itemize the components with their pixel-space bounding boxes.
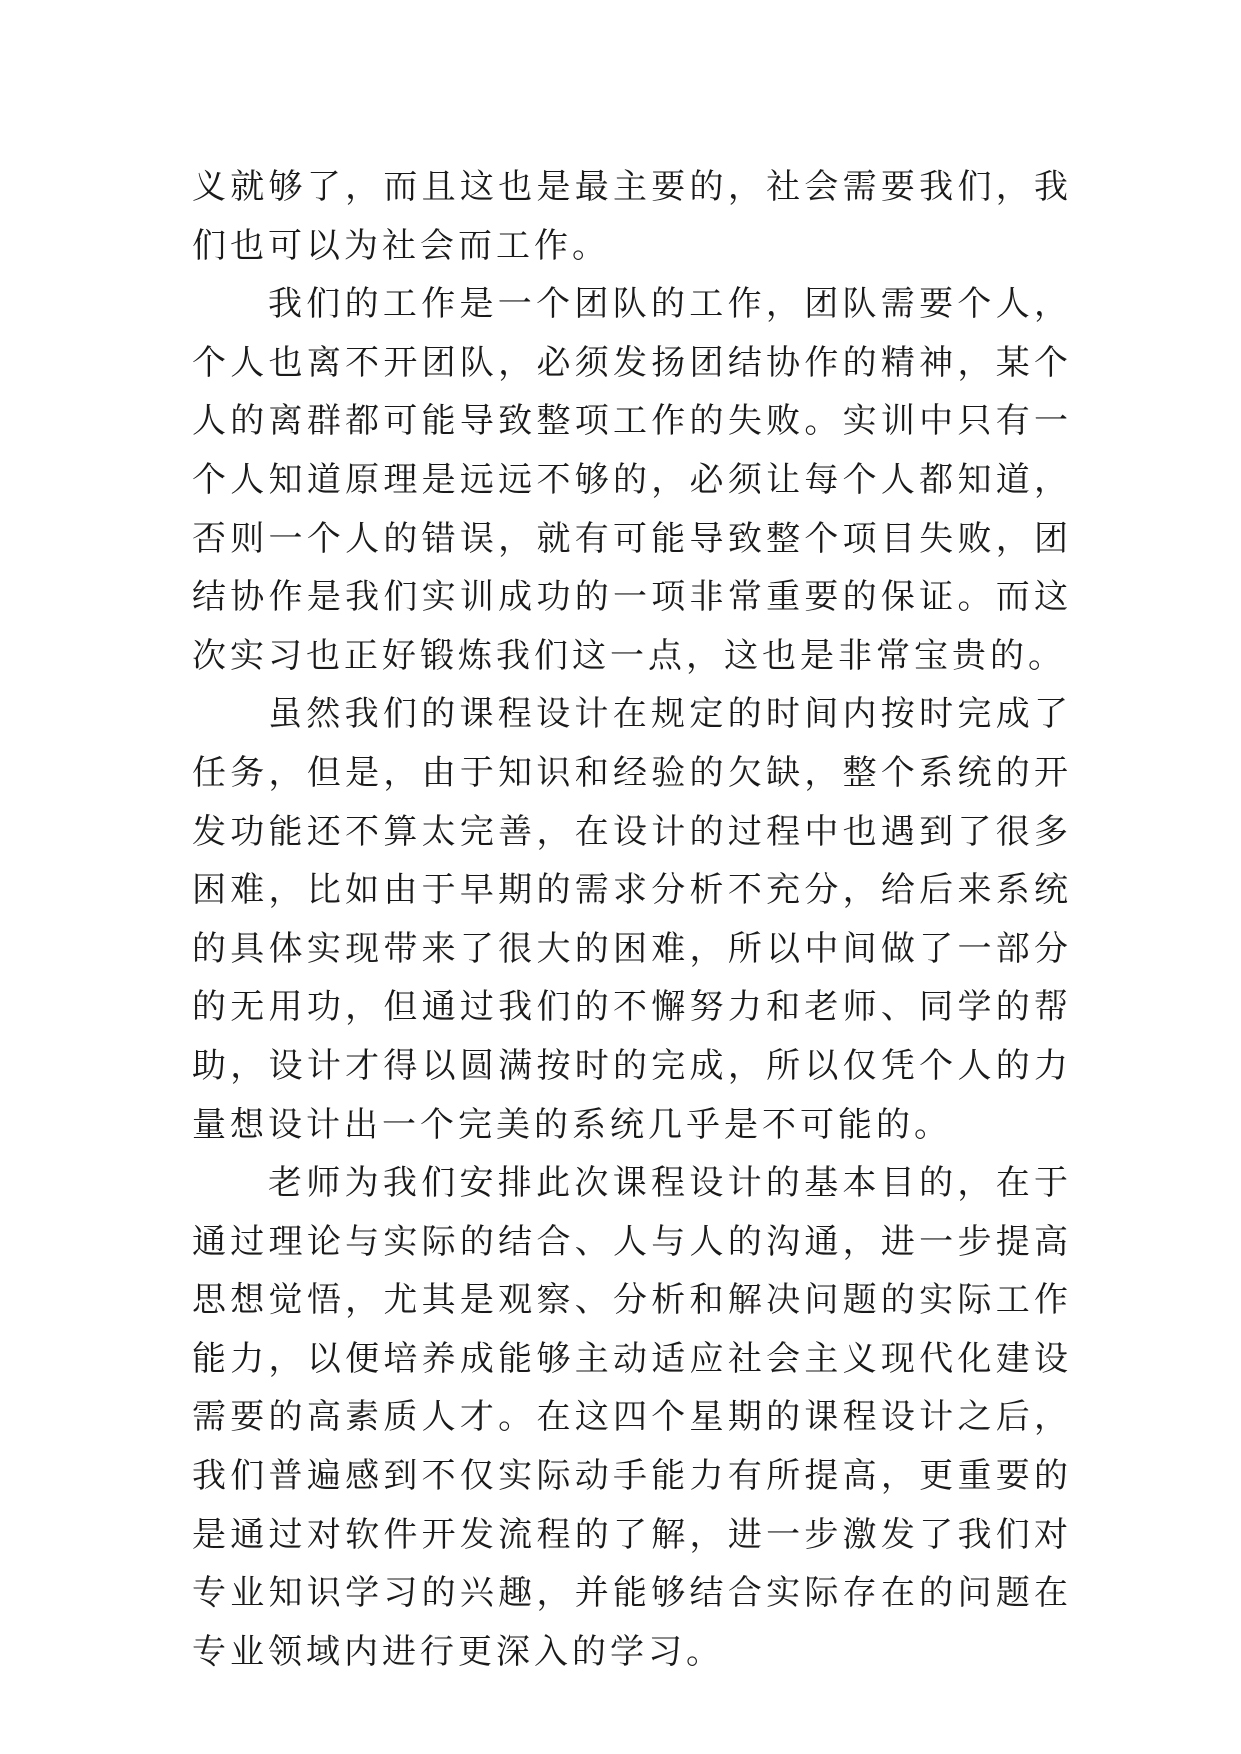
body-text [192, 158, 1072, 1681]
paragraph-course-design: 虽然我们的课程设计在规定的时间内按时完成了任务，但是，由于知识和经验的欠缺，整个系统的开发功能还不算太完善，在设计的过程中也遇到了很多困难，比如由于早期的需求分析不充分，给后来系统的具体实现带来了很大的困难，所以中间做了一部分的无用功，但通过我们的不懈努力和老师、同学的帮助，设计才得以圆满按时的完成，所以仅凭个人的力量想设计出一个完美的系统几乎是不可能的。 [192, 694, 1072, 1145]
paragraph-purpose: 老师为我们安排此次课程设计的基本目的，在于通过理论与实际的结合、人与人的沟通，进一步提高思想觉悟，尤其是观察、分析和解决问题的实际工作能力，以便培养成能够主动适应社会主义现代化建设需要的高素质人才。在这四个星期的课程设计之后，我们普遍感到不仅实际动手能力有所提高，更重要的是通过对软件开发流程的了解，进一步激发了我们对专业知识学习的兴趣，并能够结合实际存在的问题在专业领域内进行更深入的学习。 [192, 1163, 1072, 1672]
paragraph-teamwork: 我们的工作是一个团队的工作，团队需要个人，个人也离不开团队，必须发扬团结协作的精神，某个人的离群都可能导致整项工作的失败。实训中只有一个人知道原理是远远不够的，必须让每个人都知道，否则一个人的错误，就有可能导致整个项目失败，团结协作是我们实训成功的一项非常重要的保证。而这次实习也正好锻炼我们这一点，这也是非常宝贵的。 [192, 284, 1072, 676]
paragraph-continued: 义就够了，而且这也是最主要的，社会需要我们，我们也可以为社会而工作。 [192, 167, 1072, 266]
